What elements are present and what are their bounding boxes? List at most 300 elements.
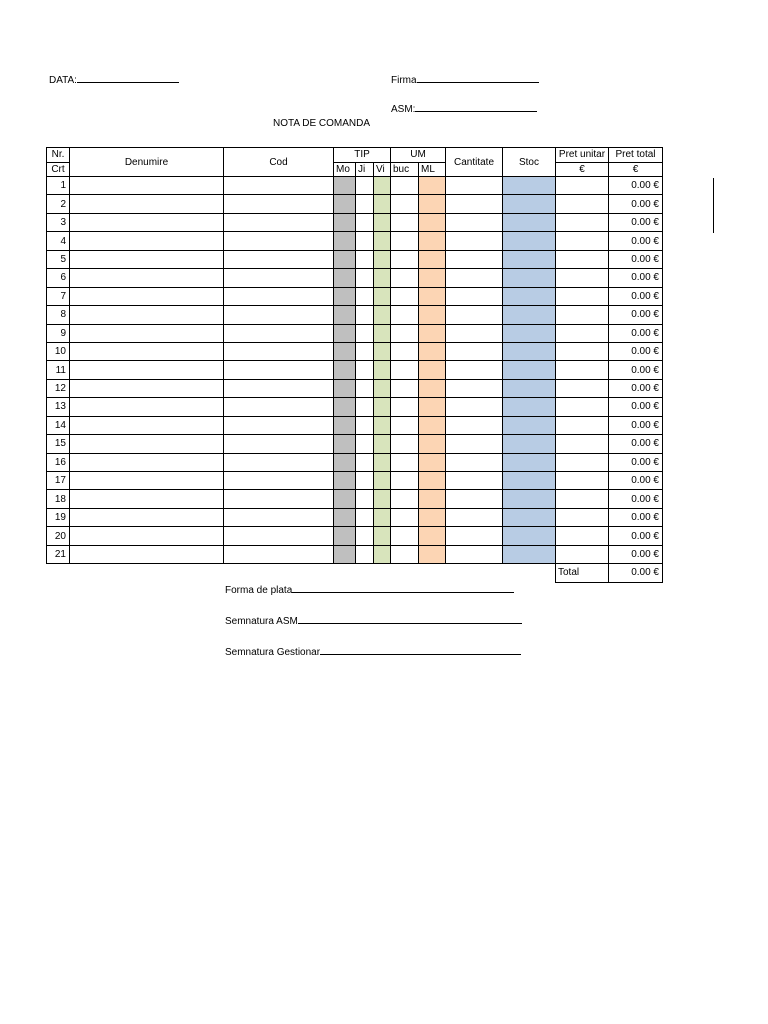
- row-cod-cell[interactable]: [224, 232, 334, 250]
- row-pret-total-cell: 0.00 €: [609, 545, 663, 563]
- row-buc-cell[interactable]: [391, 306, 419, 324]
- row-cod-cell[interactable]: [224, 453, 334, 471]
- row-denumire-cell[interactable]: [70, 269, 224, 287]
- row-mo-cell[interactable]: [334, 213, 356, 231]
- semnatura-gestionar-field[interactable]: [225, 645, 521, 658]
- row-stoc-cell[interactable]: [503, 342, 556, 360]
- row-mo-cell[interactable]: [334, 324, 356, 342]
- row-cantitate-cell[interactable]: [446, 195, 503, 213]
- row-stoc-cell[interactable]: [503, 398, 556, 416]
- row-buc-cell[interactable]: [391, 379, 419, 397]
- row-pret-unitar-cell[interactable]: [556, 416, 609, 434]
- row-vi-cell[interactable]: [374, 306, 391, 324]
- row-pret-unitar-cell[interactable]: [556, 250, 609, 268]
- table-row: [47, 287, 663, 305]
- row-ml-cell[interactable]: [419, 213, 446, 231]
- row-vi-cell[interactable]: [374, 195, 391, 213]
- row-pret-unitar-cell[interactable]: [556, 177, 609, 195]
- row-pret-unitar-cell[interactable]: [556, 527, 609, 545]
- asm-line: [415, 102, 537, 112]
- row-cod-cell[interactable]: [224, 306, 334, 324]
- total-row-spacer: [446, 564, 503, 582]
- row-ml-cell[interactable]: [419, 379, 446, 397]
- semnatura-asm-label: Semnatura ASM: [225, 616, 298, 627]
- row-stoc-cell[interactable]: [503, 287, 556, 305]
- row-cantitate-cell[interactable]: [446, 269, 503, 287]
- row-mo-cell[interactable]: [334, 398, 356, 416]
- row-cantitate-cell[interactable]: [446, 342, 503, 360]
- row-pret-total-cell: 0.00 €: [609, 527, 663, 545]
- asm-label: ASM:: [391, 104, 416, 115]
- row-ji-cell[interactable]: [356, 195, 374, 213]
- row-cod-cell[interactable]: [224, 213, 334, 231]
- row-ml-cell[interactable]: [419, 324, 446, 342]
- row-buc-cell[interactable]: [391, 232, 419, 250]
- row-nr-cell: 8: [47, 306, 70, 324]
- row-ji-cell[interactable]: [356, 545, 374, 563]
- row-vi-cell[interactable]: [374, 398, 391, 416]
- row-pret-total-cell: 0.00 €: [609, 472, 663, 490]
- row-vi-cell[interactable]: [374, 527, 391, 545]
- col-cantitate-header: Cantitate: [446, 148, 503, 177]
- row-pret-unitar-cell[interactable]: [556, 545, 609, 563]
- row-ji-cell[interactable]: [356, 287, 374, 305]
- row-ml-cell[interactable]: [419, 250, 446, 268]
- margin-divider-line: [713, 178, 714, 233]
- row-pret-total-cell: 0.00 €: [609, 398, 663, 416]
- row-buc-cell[interactable]: [391, 287, 419, 305]
- row-stoc-cell[interactable]: [503, 177, 556, 195]
- row-nr-cell: 5: [47, 250, 70, 268]
- row-mo-cell[interactable]: [334, 508, 356, 526]
- row-stoc-cell[interactable]: [503, 250, 556, 268]
- total-row-spacer: [70, 564, 224, 582]
- total-row-spacer: [224, 564, 334, 582]
- row-denumire-cell[interactable]: [70, 232, 224, 250]
- total-row-spacer: [374, 564, 391, 582]
- col-stoc-header: Stoc: [503, 148, 556, 177]
- row-ji-cell[interactable]: [356, 213, 374, 231]
- row-cod-cell[interactable]: [224, 472, 334, 490]
- row-cod-cell[interactable]: [224, 527, 334, 545]
- row-stoc-cell[interactable]: [503, 508, 556, 526]
- row-stoc-cell[interactable]: [503, 472, 556, 490]
- row-nr-cell: 19: [47, 508, 70, 526]
- row-denumire-cell[interactable]: [70, 545, 224, 563]
- row-ml-cell[interactable]: [419, 177, 446, 195]
- table-row: [47, 195, 663, 213]
- row-ml-cell[interactable]: [419, 490, 446, 508]
- row-ji-cell[interactable]: [356, 508, 374, 526]
- row-nr-cell: 10: [47, 342, 70, 360]
- row-denumire-cell[interactable]: [70, 324, 224, 342]
- row-ji-cell[interactable]: [356, 416, 374, 434]
- row-pret-total-cell: 0.00 €: [609, 232, 663, 250]
- row-vi-cell[interactable]: [374, 435, 391, 453]
- row-buc-cell[interactable]: [391, 527, 419, 545]
- row-mo-cell[interactable]: [334, 545, 356, 563]
- row-stoc-cell[interactable]: [503, 269, 556, 287]
- row-pret-unitar-cell[interactable]: [556, 472, 609, 490]
- row-buc-cell[interactable]: [391, 435, 419, 453]
- row-buc-cell[interactable]: [391, 508, 419, 526]
- row-mo-cell[interactable]: [334, 379, 356, 397]
- row-ml-cell[interactable]: [419, 232, 446, 250]
- semnatura-gestionar-line: [320, 645, 521, 655]
- table-row: [47, 177, 663, 195]
- row-buc-cell[interactable]: [391, 490, 419, 508]
- row-vi-cell[interactable]: [374, 508, 391, 526]
- row-denumire-cell[interactable]: [70, 361, 224, 379]
- row-ml-cell[interactable]: [419, 416, 446, 434]
- row-buc-cell[interactable]: [391, 269, 419, 287]
- row-buc-cell[interactable]: [391, 250, 419, 268]
- row-denumire-cell[interactable]: [70, 195, 224, 213]
- row-pret-total-cell: 0.00 €: [609, 453, 663, 471]
- row-ml-cell[interactable]: [419, 306, 446, 324]
- row-denumire-cell[interactable]: [70, 490, 224, 508]
- row-denumire-cell[interactable]: [70, 472, 224, 490]
- row-cantitate-cell[interactable]: [446, 287, 503, 305]
- row-mo-cell[interactable]: [334, 342, 356, 360]
- table-row: [47, 250, 663, 268]
- row-buc-cell[interactable]: [391, 361, 419, 379]
- row-pret-unitar-cell[interactable]: [556, 342, 609, 360]
- col-pret-unitar-header-bottom: €: [556, 162, 609, 177]
- row-cod-cell[interactable]: [224, 342, 334, 360]
- col-denumire-header: Denumire: [70, 148, 224, 177]
- row-mo-cell[interactable]: [334, 416, 356, 434]
- row-mo-cell[interactable]: [334, 195, 356, 213]
- row-mo-cell[interactable]: [334, 250, 356, 268]
- row-buc-cell[interactable]: [391, 472, 419, 490]
- table-row: [47, 232, 663, 250]
- row-ji-cell[interactable]: [356, 398, 374, 416]
- row-mo-cell[interactable]: [334, 269, 356, 287]
- row-mo-cell[interactable]: [334, 472, 356, 490]
- row-pret-unitar-cell[interactable]: [556, 435, 609, 453]
- row-vi-cell[interactable]: [374, 342, 391, 360]
- row-cod-cell[interactable]: [224, 361, 334, 379]
- row-pret-unitar-cell[interactable]: [556, 195, 609, 213]
- row-cod-cell[interactable]: [224, 195, 334, 213]
- row-pret-unitar-cell[interactable]: [556, 213, 609, 231]
- row-cantitate-cell[interactable]: [446, 527, 503, 545]
- row-ml-cell[interactable]: [419, 287, 446, 305]
- row-vi-cell[interactable]: [374, 269, 391, 287]
- row-cantitate-cell[interactable]: [446, 232, 503, 250]
- row-cantitate-cell[interactable]: [446, 472, 503, 490]
- table-row: [47, 213, 663, 231]
- row-stoc-cell[interactable]: [503, 453, 556, 471]
- row-nr-cell: 16: [47, 453, 70, 471]
- firma-field[interactable]: [391, 73, 539, 86]
- row-nr-cell: 14: [47, 416, 70, 434]
- row-denumire-cell[interactable]: [70, 379, 224, 397]
- row-mo-cell[interactable]: [334, 177, 356, 195]
- total-label: Total: [556, 564, 609, 582]
- table-row: [47, 269, 663, 287]
- row-pret-total-cell: 0.00 €: [609, 250, 663, 268]
- row-nr-cell: 15: [47, 435, 70, 453]
- row-buc-cell[interactable]: [391, 453, 419, 471]
- row-ji-cell[interactable]: [356, 379, 374, 397]
- data-label: DATA:: [49, 75, 77, 86]
- row-ml-cell[interactable]: [419, 453, 446, 471]
- row-cod-cell[interactable]: [224, 269, 334, 287]
- total-row-spacer: [419, 564, 446, 582]
- row-cantitate-cell[interactable]: [446, 379, 503, 397]
- forma-de-plata-label: Forma de plata: [225, 585, 293, 596]
- row-cantitate-cell[interactable]: [446, 177, 503, 195]
- row-ji-cell[interactable]: [356, 472, 374, 490]
- row-cod-cell[interactable]: [224, 324, 334, 342]
- row-denumire-cell[interactable]: [70, 435, 224, 453]
- row-cantitate-cell[interactable]: [446, 324, 503, 342]
- row-ji-cell[interactable]: [356, 490, 374, 508]
- row-mo-cell[interactable]: [334, 232, 356, 250]
- row-pret-total-cell: 0.00 €: [609, 306, 663, 324]
- row-stoc-cell[interactable]: [503, 195, 556, 213]
- row-pret-unitar-cell[interactable]: [556, 379, 609, 397]
- col-pret-total-header-bottom: €: [609, 162, 663, 177]
- row-ml-cell[interactable]: [419, 527, 446, 545]
- table-row: [47, 527, 663, 545]
- row-cod-cell[interactable]: [224, 177, 334, 195]
- row-vi-cell[interactable]: [374, 545, 391, 563]
- row-mo-cell[interactable]: [334, 361, 356, 379]
- row-pret-unitar-cell[interactable]: [556, 490, 609, 508]
- row-cod-cell[interactable]: [224, 545, 334, 563]
- row-vi-cell[interactable]: [374, 324, 391, 342]
- row-vi-cell[interactable]: [374, 416, 391, 434]
- row-buc-cell[interactable]: [391, 177, 419, 195]
- row-ml-cell[interactable]: [419, 435, 446, 453]
- row-ml-cell[interactable]: [419, 472, 446, 490]
- row-ji-cell[interactable]: [356, 269, 374, 287]
- row-pret-total-cell: 0.00 €: [609, 342, 663, 360]
- row-denumire-cell[interactable]: [70, 177, 224, 195]
- row-pret-unitar-cell[interactable]: [556, 324, 609, 342]
- row-denumire-cell[interactable]: [70, 416, 224, 434]
- tip-group-header: TIP: [334, 148, 391, 163]
- data-line: [77, 73, 179, 83]
- total-row-spacer: [47, 564, 70, 582]
- total-row-spacer: [391, 564, 419, 582]
- row-pret-total-cell: 0.00 €: [609, 195, 663, 213]
- row-cantitate-cell[interactable]: [446, 435, 503, 453]
- row-cantitate-cell[interactable]: [446, 453, 503, 471]
- row-ji-cell[interactable]: [356, 453, 374, 471]
- row-stoc-cell[interactable]: [503, 324, 556, 342]
- row-nr-cell: 7: [47, 287, 70, 305]
- header-row-1: [47, 148, 663, 163]
- row-cod-cell[interactable]: [224, 435, 334, 453]
- sub-mo-header: Mo: [334, 162, 356, 177]
- row-stoc-cell[interactable]: [503, 435, 556, 453]
- firma-line: [417, 73, 539, 83]
- row-stoc-cell[interactable]: [503, 545, 556, 563]
- data-field[interactable]: [49, 73, 179, 86]
- table-row: [47, 416, 663, 434]
- row-denumire-cell[interactable]: [70, 398, 224, 416]
- table-row: [47, 490, 663, 508]
- row-ji-cell[interactable]: [356, 435, 374, 453]
- row-cantitate-cell[interactable]: [446, 361, 503, 379]
- table-row: [47, 508, 663, 526]
- um-group-header: UM: [391, 148, 446, 163]
- row-cantitate-cell[interactable]: [446, 545, 503, 563]
- row-cod-cell[interactable]: [224, 416, 334, 434]
- row-vi-cell[interactable]: [374, 287, 391, 305]
- row-vi-cell[interactable]: [374, 472, 391, 490]
- row-vi-cell[interactable]: [374, 177, 391, 195]
- row-pret-unitar-cell[interactable]: [556, 508, 609, 526]
- row-cantitate-cell[interactable]: [446, 306, 503, 324]
- table-row: [47, 453, 663, 471]
- row-denumire-cell[interactable]: [70, 306, 224, 324]
- row-cod-cell[interactable]: [224, 490, 334, 508]
- row-cod-cell[interactable]: [224, 508, 334, 526]
- row-buc-cell[interactable]: [391, 416, 419, 434]
- row-nr-cell: 20: [47, 527, 70, 545]
- row-ml-cell[interactable]: [419, 361, 446, 379]
- col-nr-header-bottom: Crt: [47, 162, 70, 177]
- row-pret-total-cell: 0.00 €: [609, 508, 663, 526]
- row-ml-cell[interactable]: [419, 269, 446, 287]
- row-ml-cell[interactable]: [419, 398, 446, 416]
- row-vi-cell[interactable]: [374, 213, 391, 231]
- row-nr-cell: 11: [47, 361, 70, 379]
- row-buc-cell[interactable]: [391, 545, 419, 563]
- row-vi-cell[interactable]: [374, 232, 391, 250]
- row-ji-cell[interactable]: [356, 177, 374, 195]
- row-cod-cell[interactable]: [224, 287, 334, 305]
- row-vi-cell[interactable]: [374, 250, 391, 268]
- row-stoc-cell[interactable]: [503, 232, 556, 250]
- row-pret-total-cell: 0.00 €: [609, 361, 663, 379]
- row-ji-cell[interactable]: [356, 361, 374, 379]
- total-row-spacer: [334, 564, 356, 582]
- row-ml-cell[interactable]: [419, 195, 446, 213]
- row-pret-unitar-cell[interactable]: [556, 398, 609, 416]
- row-cod-cell[interactable]: [224, 250, 334, 268]
- row-ji-cell[interactable]: [356, 527, 374, 545]
- row-mo-cell[interactable]: [334, 490, 356, 508]
- row-cantitate-cell[interactable]: [446, 416, 503, 434]
- row-nr-cell: 17: [47, 472, 70, 490]
- sub-ji-header: Ji: [356, 162, 374, 177]
- semnatura-asm-field[interactable]: [225, 614, 522, 627]
- row-ji-cell[interactable]: [356, 306, 374, 324]
- row-cantitate-cell[interactable]: [446, 490, 503, 508]
- row-mo-cell[interactable]: [334, 306, 356, 324]
- row-ml-cell[interactable]: [419, 545, 446, 563]
- table-row: [47, 545, 663, 563]
- row-buc-cell[interactable]: [391, 213, 419, 231]
- row-mo-cell[interactable]: [334, 527, 356, 545]
- sub-vi-header: Vi: [374, 162, 391, 177]
- row-denumire-cell[interactable]: [70, 508, 224, 526]
- row-pret-total-cell: 0.00 €: [609, 416, 663, 434]
- row-cantitate-cell[interactable]: [446, 508, 503, 526]
- row-ji-cell[interactable]: [356, 342, 374, 360]
- row-stoc-cell[interactable]: [503, 213, 556, 231]
- row-stoc-cell[interactable]: [503, 306, 556, 324]
- row-pret-unitar-cell[interactable]: [556, 232, 609, 250]
- table-row: [47, 472, 663, 490]
- total-row-spacer: [503, 564, 556, 582]
- row-pret-unitar-cell[interactable]: [556, 287, 609, 305]
- row-denumire-cell[interactable]: [70, 250, 224, 268]
- row-nr-cell: 21: [47, 545, 70, 563]
- row-ml-cell[interactable]: [419, 508, 446, 526]
- row-nr-cell: 4: [47, 232, 70, 250]
- row-ji-cell[interactable]: [356, 324, 374, 342]
- row-nr-cell: 3: [47, 213, 70, 231]
- row-cod-cell[interactable]: [224, 379, 334, 397]
- row-ji-cell[interactable]: [356, 250, 374, 268]
- row-stoc-cell[interactable]: [503, 490, 556, 508]
- document-title: NOTA DE COMANDA: [273, 118, 371, 129]
- row-stoc-cell[interactable]: [503, 416, 556, 434]
- row-pret-total-cell: 0.00 €: [609, 490, 663, 508]
- row-cantitate-cell[interactable]: [446, 213, 503, 231]
- row-mo-cell[interactable]: [334, 435, 356, 453]
- row-denumire-cell[interactable]: [70, 213, 224, 231]
- row-vi-cell[interactable]: [374, 361, 391, 379]
- row-cod-cell[interactable]: [224, 398, 334, 416]
- row-denumire-cell[interactable]: [70, 287, 224, 305]
- row-vi-cell[interactable]: [374, 379, 391, 397]
- row-mo-cell[interactable]: [334, 453, 356, 471]
- row-pret-unitar-cell[interactable]: [556, 361, 609, 379]
- row-denumire-cell[interactable]: [70, 453, 224, 471]
- row-nr-cell: 13: [47, 398, 70, 416]
- row-ml-cell[interactable]: [419, 342, 446, 360]
- col-cod-header: Cod: [224, 148, 334, 177]
- asm-field[interactable]: [391, 102, 537, 115]
- forma-de-plata-field[interactable]: [225, 583, 514, 596]
- row-buc-cell[interactable]: [391, 324, 419, 342]
- row-buc-cell[interactable]: [391, 195, 419, 213]
- row-vi-cell[interactable]: [374, 453, 391, 471]
- table-row: [47, 306, 663, 324]
- table-row: [47, 324, 663, 342]
- row-vi-cell[interactable]: [374, 490, 391, 508]
- row-pret-unitar-cell[interactable]: [556, 453, 609, 471]
- row-buc-cell[interactable]: [391, 398, 419, 416]
- row-mo-cell[interactable]: [334, 287, 356, 305]
- firma-label: Firma: [391, 75, 417, 86]
- row-buc-cell[interactable]: [391, 342, 419, 360]
- row-pret-unitar-cell[interactable]: [556, 306, 609, 324]
- row-stoc-cell[interactable]: [503, 527, 556, 545]
- row-ji-cell[interactable]: [356, 232, 374, 250]
- row-stoc-cell[interactable]: [503, 379, 556, 397]
- row-cantitate-cell[interactable]: [446, 398, 503, 416]
- row-denumire-cell[interactable]: [70, 342, 224, 360]
- row-nr-cell: 9: [47, 324, 70, 342]
- row-denumire-cell[interactable]: [70, 527, 224, 545]
- table-row: [47, 435, 663, 453]
- semnatura-gestionar-label: Semnatura Gestionar: [225, 647, 321, 658]
- row-stoc-cell[interactable]: [503, 361, 556, 379]
- row-nr-cell: 18: [47, 490, 70, 508]
- order-table: [46, 147, 663, 583]
- row-pret-unitar-cell[interactable]: [556, 269, 609, 287]
- row-cantitate-cell[interactable]: [446, 250, 503, 268]
